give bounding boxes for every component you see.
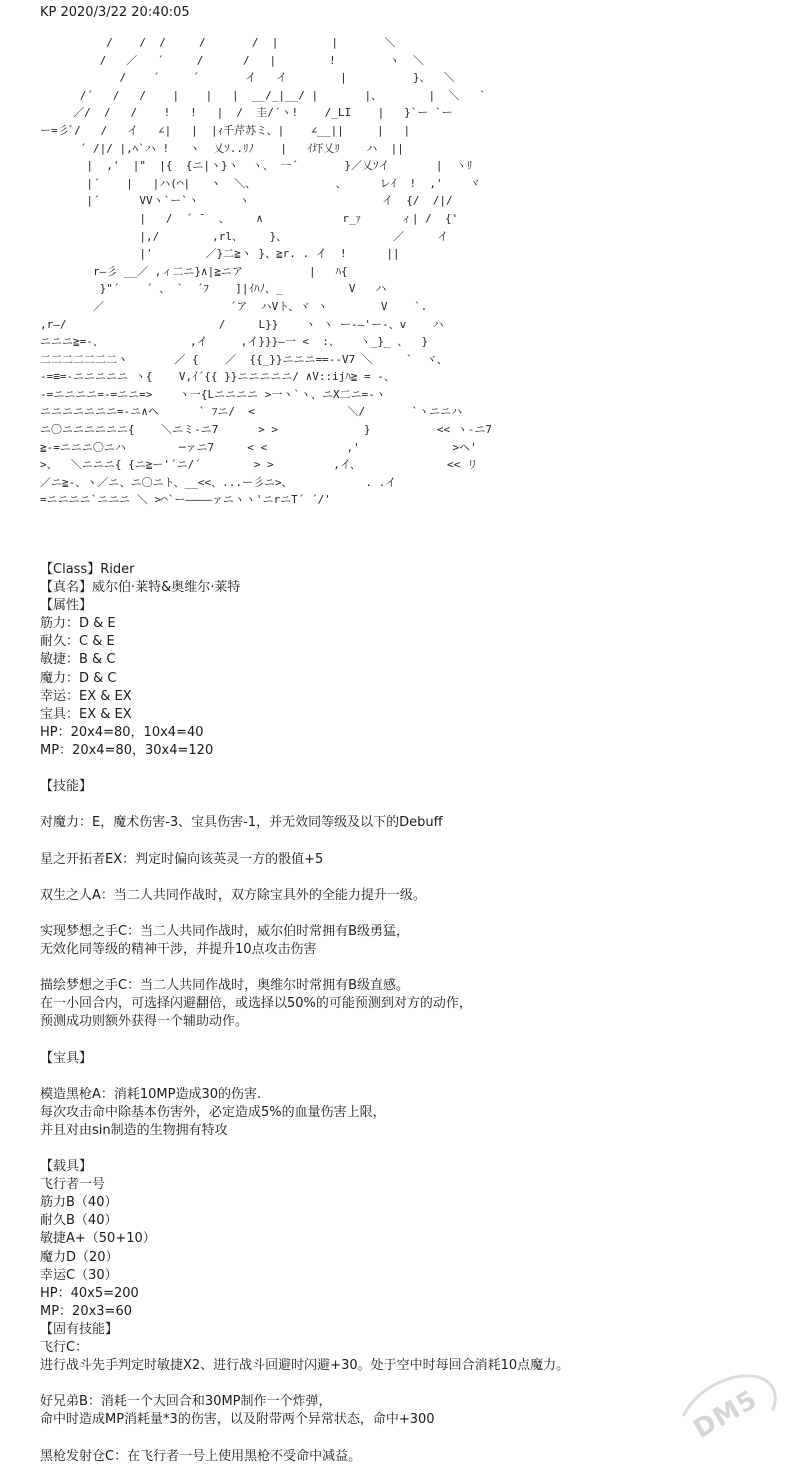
- ascii-art: [40, 34, 492, 509]
- art-line: r―彡 __／ ,ィ二ニ}∧|≧ニア | ﾊ{: [40, 264, 348, 278]
- art-line: =ニニニニ`ニニニ ＼ >⌒`ー――――ァニヽヽ'ニrニT´ ´/': [40, 493, 331, 507]
- text-line: 【技能】: [40, 779, 93, 795]
- text-line: 【载具】: [40, 1159, 93, 1175]
- text-line: 飞行者一号: [40, 1177, 106, 1193]
- art-line: 二二二二二二二ヽ ／ { ／ {{_}}ニニニ==--V7 ＼ ` ヾ、: [40, 352, 448, 366]
- art-line: ,r―/ / L}} ヽ ヽ ー-―'ー-、v ハ: [40, 317, 444, 331]
- art-line: /´ / / | | | __/_|__/ | |、 | ＼ `: [40, 88, 486, 102]
- text-line: [40, 1140, 780, 1158]
- text-line: 星之开拓者EX：判定时偏向该英灵一方的骰值+5: [40, 851, 324, 867]
- text-line: 模造黑枪A：消耗10MP造成30的伤害.: [40, 1086, 262, 1102]
- art-line: ニニニニニニニ=-ニ∧ヘ ` ﾌニ/ < ＼/ `ヽニニハ: [40, 405, 463, 419]
- art-line: / ´ ´ イ イ | }、 ＼: [40, 71, 455, 85]
- text-line: 描绘梦想之手C：当二人共同作战时，奥维尔时常拥有B级直感。: [40, 978, 409, 994]
- text-line: [40, 1430, 780, 1448]
- art-line: |´ VVヽ`ー`ヽ ヽ イ {/ /|/: [40, 194, 453, 208]
- art-line: |' ／}二≧ヽ }、≧r. . イ ! ||: [40, 247, 400, 261]
- text-line: 幸运：EX & EX: [40, 688, 132, 704]
- text-line: [40, 796, 780, 814]
- text-line: HP：40x5=200: [40, 1285, 139, 1301]
- text-line: [40, 869, 780, 887]
- text-line: 飞行C：: [40, 1340, 89, 1356]
- text-line: 对魔力：E，魔术伤害-3、宝具伤害-1，并无效同等级及以下的Debuff: [40, 815, 443, 831]
- text-line: [40, 1068, 780, 1086]
- art-line: ／/ / / ! ! | / 圭/´ヽ! /_LI | }`ー `ー: [40, 106, 453, 120]
- text-line: [40, 1375, 780, 1393]
- text-line: 魔力：D & C: [40, 670, 117, 686]
- art-line: -=ニニニニ=-=ニニ=> ヽ一{Lニニニニ >一ヽ`ヽ、ニX二ニ=-ヽ: [40, 387, 386, 401]
- text-line: 双生之人A：当二人共同作战时，双方除宝具外的全能力提升一级。: [40, 887, 426, 903]
- text-line: 耐久：C & E: [40, 634, 115, 650]
- text-line: 每次攻击命中除基本伤害外，必定造成5%的血量伤害上限，: [40, 1104, 386, 1120]
- art-line: ´ /|/ |,ﾍ`ハ ! ヽ 乂ｿ..ﾘﾉ | ｲ圷乂ﾘ ハ ||: [40, 141, 404, 155]
- text-line: 预测成功则额外获得一个辅助动作。: [40, 1014, 249, 1030]
- text-line: 筋力：D & E: [40, 616, 116, 632]
- text-line: 幸运C（30）: [40, 1267, 118, 1283]
- text-line: 【Class】Rider: [40, 562, 135, 577]
- text-line: HP：20x4=80，10x4=40: [40, 724, 204, 740]
- text-line: 命中时造成MP消耗量*3的伤害，以及附带两个异常状态，命中+300: [40, 1412, 435, 1428]
- art-line: |´ | |ハ(⌒| ヽ ＼、 、 レｲ ! ,' ヾ: [40, 176, 481, 190]
- text-line: 耐久B（40）: [40, 1213, 118, 1229]
- art-line: ー=彡ﾞ/ / イ ∠| | |ｨ千芹苏ミ、| ∠__|| | |: [40, 123, 411, 137]
- text-line: 宝具：EX & EX: [40, 706, 132, 722]
- text-line: 在一小回合内，可选择闪避翻倍，或选择以50%的可能预测到对方的动作，: [40, 996, 472, 1012]
- art-line: }"´ ´ 、 ` ´ﾌ ]|ｲﾊﾉ、_ V ハ: [40, 282, 387, 296]
- art-line: |,/ ,rl、 }、 ／ イ: [40, 229, 449, 243]
- text-line: MP：20x4=80，30x4=120: [40, 742, 214, 758]
- text-line: 好兄弟B：消耗一个大回合和30MP制作一个炸弹，: [40, 1394, 332, 1410]
- art-line: >、 ＼ニニニ{ {ニ≧ー'´ニ/´ > > ,イ、 << リ: [40, 458, 478, 472]
- text-line: 魔力D（20）: [40, 1249, 119, 1265]
- art-line: / ／ ´ / / | ! ヽ ＼: [40, 53, 424, 67]
- text-line: [40, 905, 780, 923]
- text-line: 【固有技能】: [40, 1321, 119, 1337]
- art-line: ≧-=ニニニ〇ニハ ─ァニ7 < < ,' >ヘ': [40, 440, 477, 454]
- art-line: | ,' |" |{ {ニ|ヽ}ヽ ヽ、 一´ }／乂ｿイ | ヽﾘ: [40, 159, 473, 173]
- text-line: 无效化同等级的精神干涉，并提升10点攻击伤害: [40, 941, 317, 957]
- watermark-logo: DM5: [688, 1384, 763, 1445]
- art-line: -=≡=-ニニニニニ ヽ{ V,ｲ´{{ }}ニニニニニ/ ∧V::ijﾊ≧ = -、: [40, 370, 395, 384]
- art-line: ニニニ≧=-、 ,イ ,イ}}}―一 < :、 ヽ_}_ 、 }: [40, 335, 429, 349]
- post-header: KP 2020/3/22 20:40:05: [40, 5, 190, 20]
- art-line: ／ニ≧-、ヽ／ニ、ニ〇ニト、__<<、...ー彡ニ>、 . .イ: [40, 475, 397, 489]
- text-line: 【宝具】: [40, 1050, 93, 1066]
- text-line: [40, 760, 780, 778]
- art-line: ニ〇ニニニニニニ{ ＼ニミ-ニ7 > > } << ヽ-ニ7: [40, 423, 493, 437]
- character-sheet: [40, 561, 780, 1466]
- text-line: 实现梦想之手C：当二人共同作战时，威尔伯时常拥有B级勇猛，: [40, 923, 409, 939]
- text-line: [40, 1031, 780, 1049]
- text-line: 【属性】: [40, 598, 93, 614]
- text-line: MP：20x3=60: [40, 1303, 132, 1319]
- text-line: 并且对由sin制造的生物拥有特攻: [40, 1122, 228, 1138]
- text-line: 【真名】威尔伯·莱特&奥维尔·莱特: [40, 580, 241, 596]
- text-line: 进行战斗先手判定时敏捷X2、进行战斗回避时闪避+30。处于空中时每回合消耗10点魔力。: [40, 1358, 570, 1374]
- text-line: 敏捷A+（50+10）: [40, 1231, 156, 1247]
- art-line: | / ´ ¯ 、 ∧ r_ｧ ィ| / {': [40, 211, 459, 225]
- text-line: 黑枪发射仓C：在飞行者一号上使用黑枪不受命中减益。: [40, 1448, 362, 1464]
- text-line: 筋力B（40）: [40, 1195, 118, 1211]
- art-line: ／ ´ア ハVト、ヾ ヽ V `.: [40, 299, 428, 313]
- text-line: [40, 832, 780, 850]
- art-line: / / / / / | | ＼: [40, 36, 396, 49]
- text-line: [40, 959, 780, 977]
- text-line: 敏捷：B & C: [40, 652, 116, 668]
